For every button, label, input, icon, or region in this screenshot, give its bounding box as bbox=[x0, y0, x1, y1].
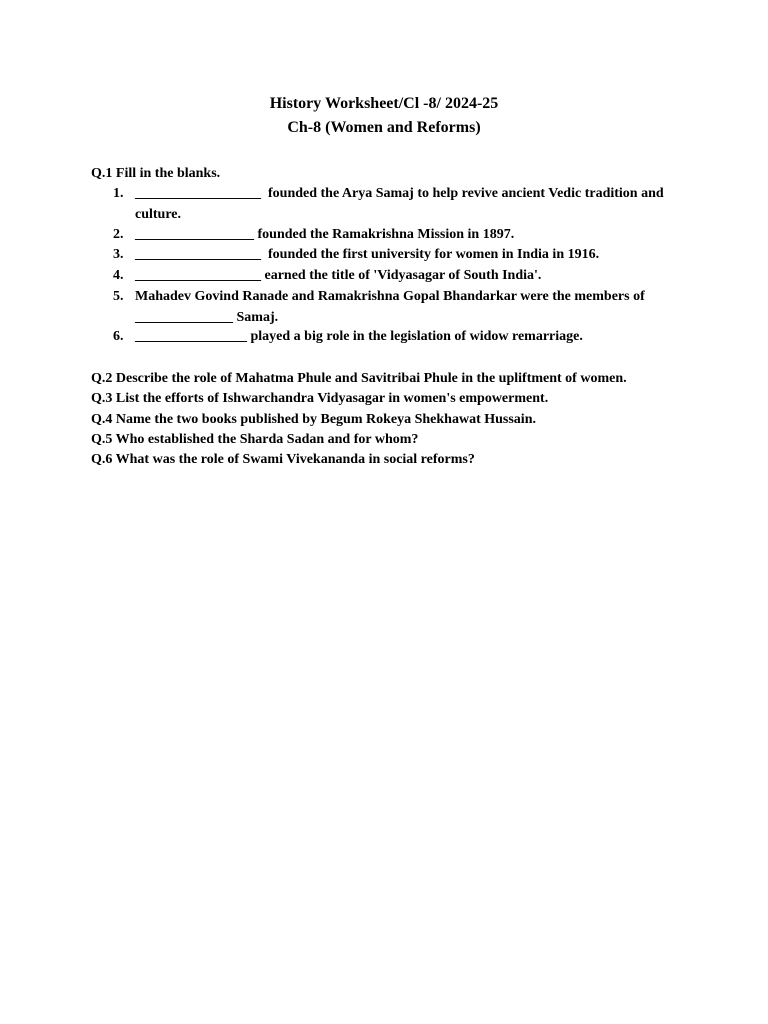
question-q4: Q.4 Name the two books published by Begum Rokeya Shekhawat Hussain. bbox=[91, 412, 536, 427]
fill-blank-item bbox=[91, 184, 691, 225]
item-text: __________________ founded the Arya Samaj to help revive ancient Vedic tradition and culture. bbox=[135, 186, 668, 222]
item-number: 4. bbox=[113, 268, 124, 283]
fill-blank-item bbox=[91, 225, 691, 246]
fill-blank-item bbox=[91, 327, 691, 348]
question-q6: Q.6 What was the role of Swami Vivekananda in social reforms? bbox=[91, 452, 475, 467]
item-text: ________________ played a big role in the legislation of widow remarriage. bbox=[135, 329, 583, 344]
fill-blank-item bbox=[91, 266, 691, 287]
item-number: 3. bbox=[113, 247, 124, 262]
item-text: __________________ founded the first university for women in India in 1916. bbox=[135, 247, 600, 262]
item-number: 1. bbox=[113, 186, 124, 201]
worksheet-title: History Worksheet/Cl -8/ 2024-25 bbox=[269, 95, 499, 112]
fill-blank-item bbox=[91, 245, 691, 266]
item-number: 5. bbox=[113, 289, 124, 304]
item-text: Mahadev Govind Ranade and Ramakrishna Gopal Bhandarkar were the members of ______________ Samaj. bbox=[135, 289, 649, 325]
fill-blank-item bbox=[91, 287, 691, 328]
item-number: 6. bbox=[113, 329, 124, 344]
q1-heading: Q.1 Fill in the blanks. bbox=[91, 166, 221, 181]
question-q3: Q.3 List the efforts of Ishwarchandra Vidyasagar in women's empowerment. bbox=[91, 391, 549, 406]
item-number: 2. bbox=[113, 227, 124, 242]
question-q2: Q.2 Describe the role of Mahatma Phule and Savitribai Phule in the upliftment of women. bbox=[91, 371, 627, 386]
question-q5: Q.5 Who established the Sharda Sadan and for whom? bbox=[91, 432, 419, 447]
item-text: __________________ earned the title of 'Vidyasagar of South India'. bbox=[135, 268, 542, 283]
item-text: _________________ founded the Ramakrishna Mission in 1897. bbox=[135, 227, 515, 242]
chapter-subtitle: Ch-8 (Women and Reforms) bbox=[287, 119, 481, 136]
